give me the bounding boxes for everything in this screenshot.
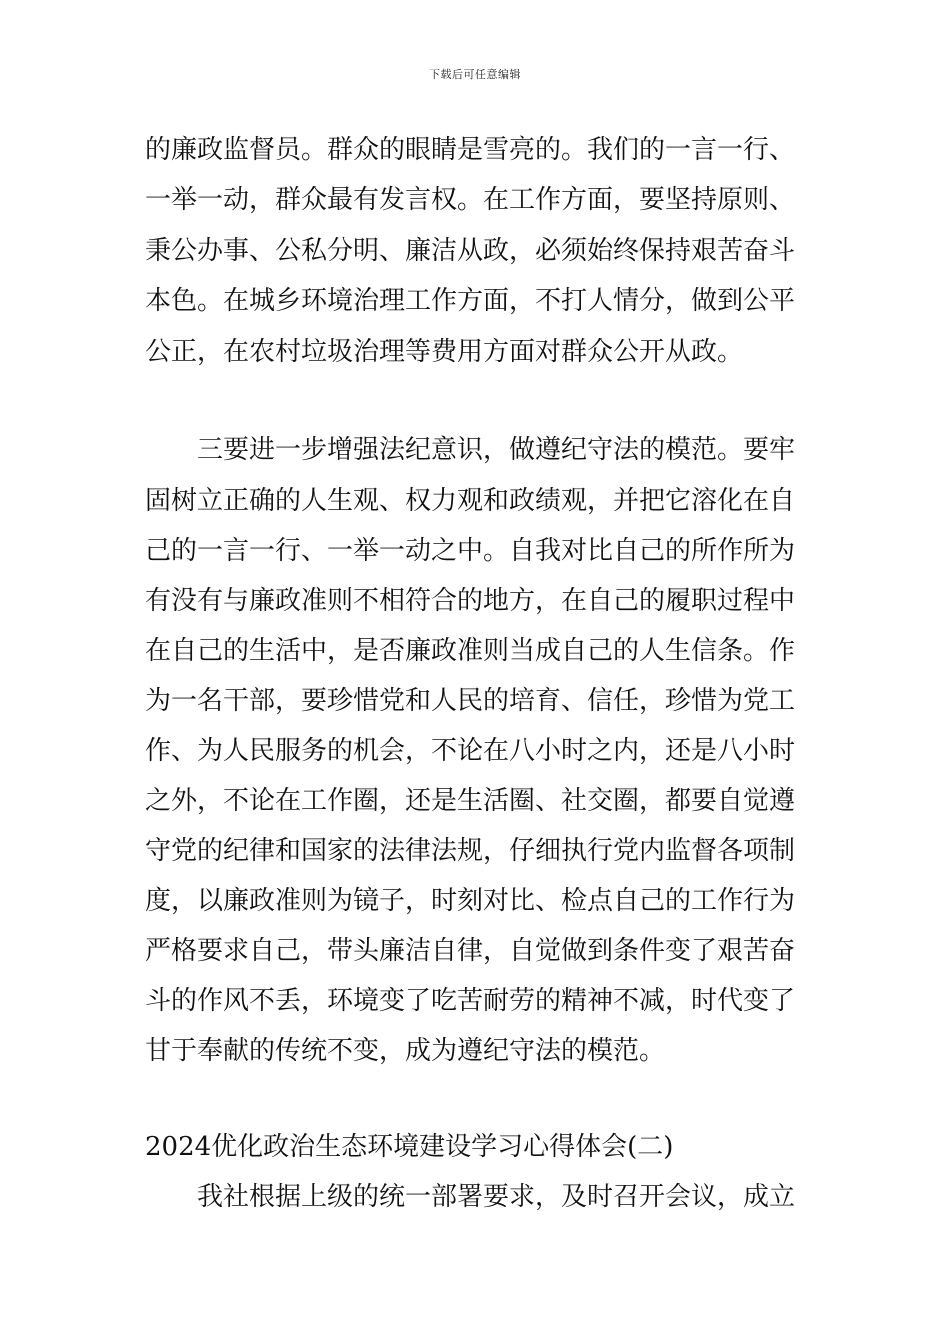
paragraph-line: 一举一动，群众最有发言权。在工作方面，要坚持原则、 <box>145 185 796 215</box>
paragraph-line: 我社根据上级的统一部署要求，及时召开会议，成立 <box>197 1182 796 1212</box>
paragraph-line: 斗的作风不丢，环境变了吃苦耐劳的精神不减，时代变了 <box>145 986 796 1016</box>
paragraph-line: 严格要求自己，带头廉洁自律，自觉做到条件变了艰苦奋 <box>145 936 796 966</box>
paragraph-line: 本色。在城乡环境治理工作方面，不打人情分，做到公平 <box>145 286 796 316</box>
paragraph-line: 公正，在农村垃圾治理等费用方面对群众公开从政。 <box>145 337 744 367</box>
paragraph-line: 为一名干部，要珍惜党和人民的培育、信任，珍惜为党工 <box>145 686 796 716</box>
paragraph-line: 守党的纪律和国家的法律法规，仔细执行党内监督各项制 <box>145 836 796 866</box>
paragraph-line: 度，以廉政准则为镜子，时刻对比、检点自己的工作行为 <box>145 886 796 916</box>
paragraph-line: 秉公办事、公私分明、廉洁从政，必须始终保持艰苦奋斗 <box>145 236 796 266</box>
paragraph-line: 固树立正确的人生观、权力观和政绩观，并把它溶化在自 <box>145 486 796 516</box>
header-note: 下载后可任意编辑 <box>429 68 521 81</box>
paragraph-line: 有没有与廉政准则不相符合的地方，在自己的履职过程中 <box>145 586 796 616</box>
paragraph-line: 在自己的生活中，是否廉政准则当成自己的人生信条。作 <box>145 636 796 666</box>
section-title: 2024优化政治生态环境建设学习心得体会(二) <box>145 1132 674 1162</box>
paragraph-line: 之外，不论在工作圈，还是生活圈、社交圈，都要自觉遵 <box>145 786 796 816</box>
paragraph-line: 作、为人民服务的机会，不论在八小时之内，还是八小时 <box>145 736 796 766</box>
paragraph-line: 三要进一步增强法纪意识，做遵纪守法的模范。要牢 <box>197 435 796 465</box>
paragraph-line: 己的一言一行、一举一动之中。自我对比自己的所作所为 <box>145 536 796 566</box>
paragraph-line: 甘于奉献的传统不变，成为遵纪守法的模范。 <box>145 1036 666 1066</box>
paragraph-line: 的廉政监督员。群众的眼睛是雪亮的。我们的一言一行、 <box>145 135 796 165</box>
